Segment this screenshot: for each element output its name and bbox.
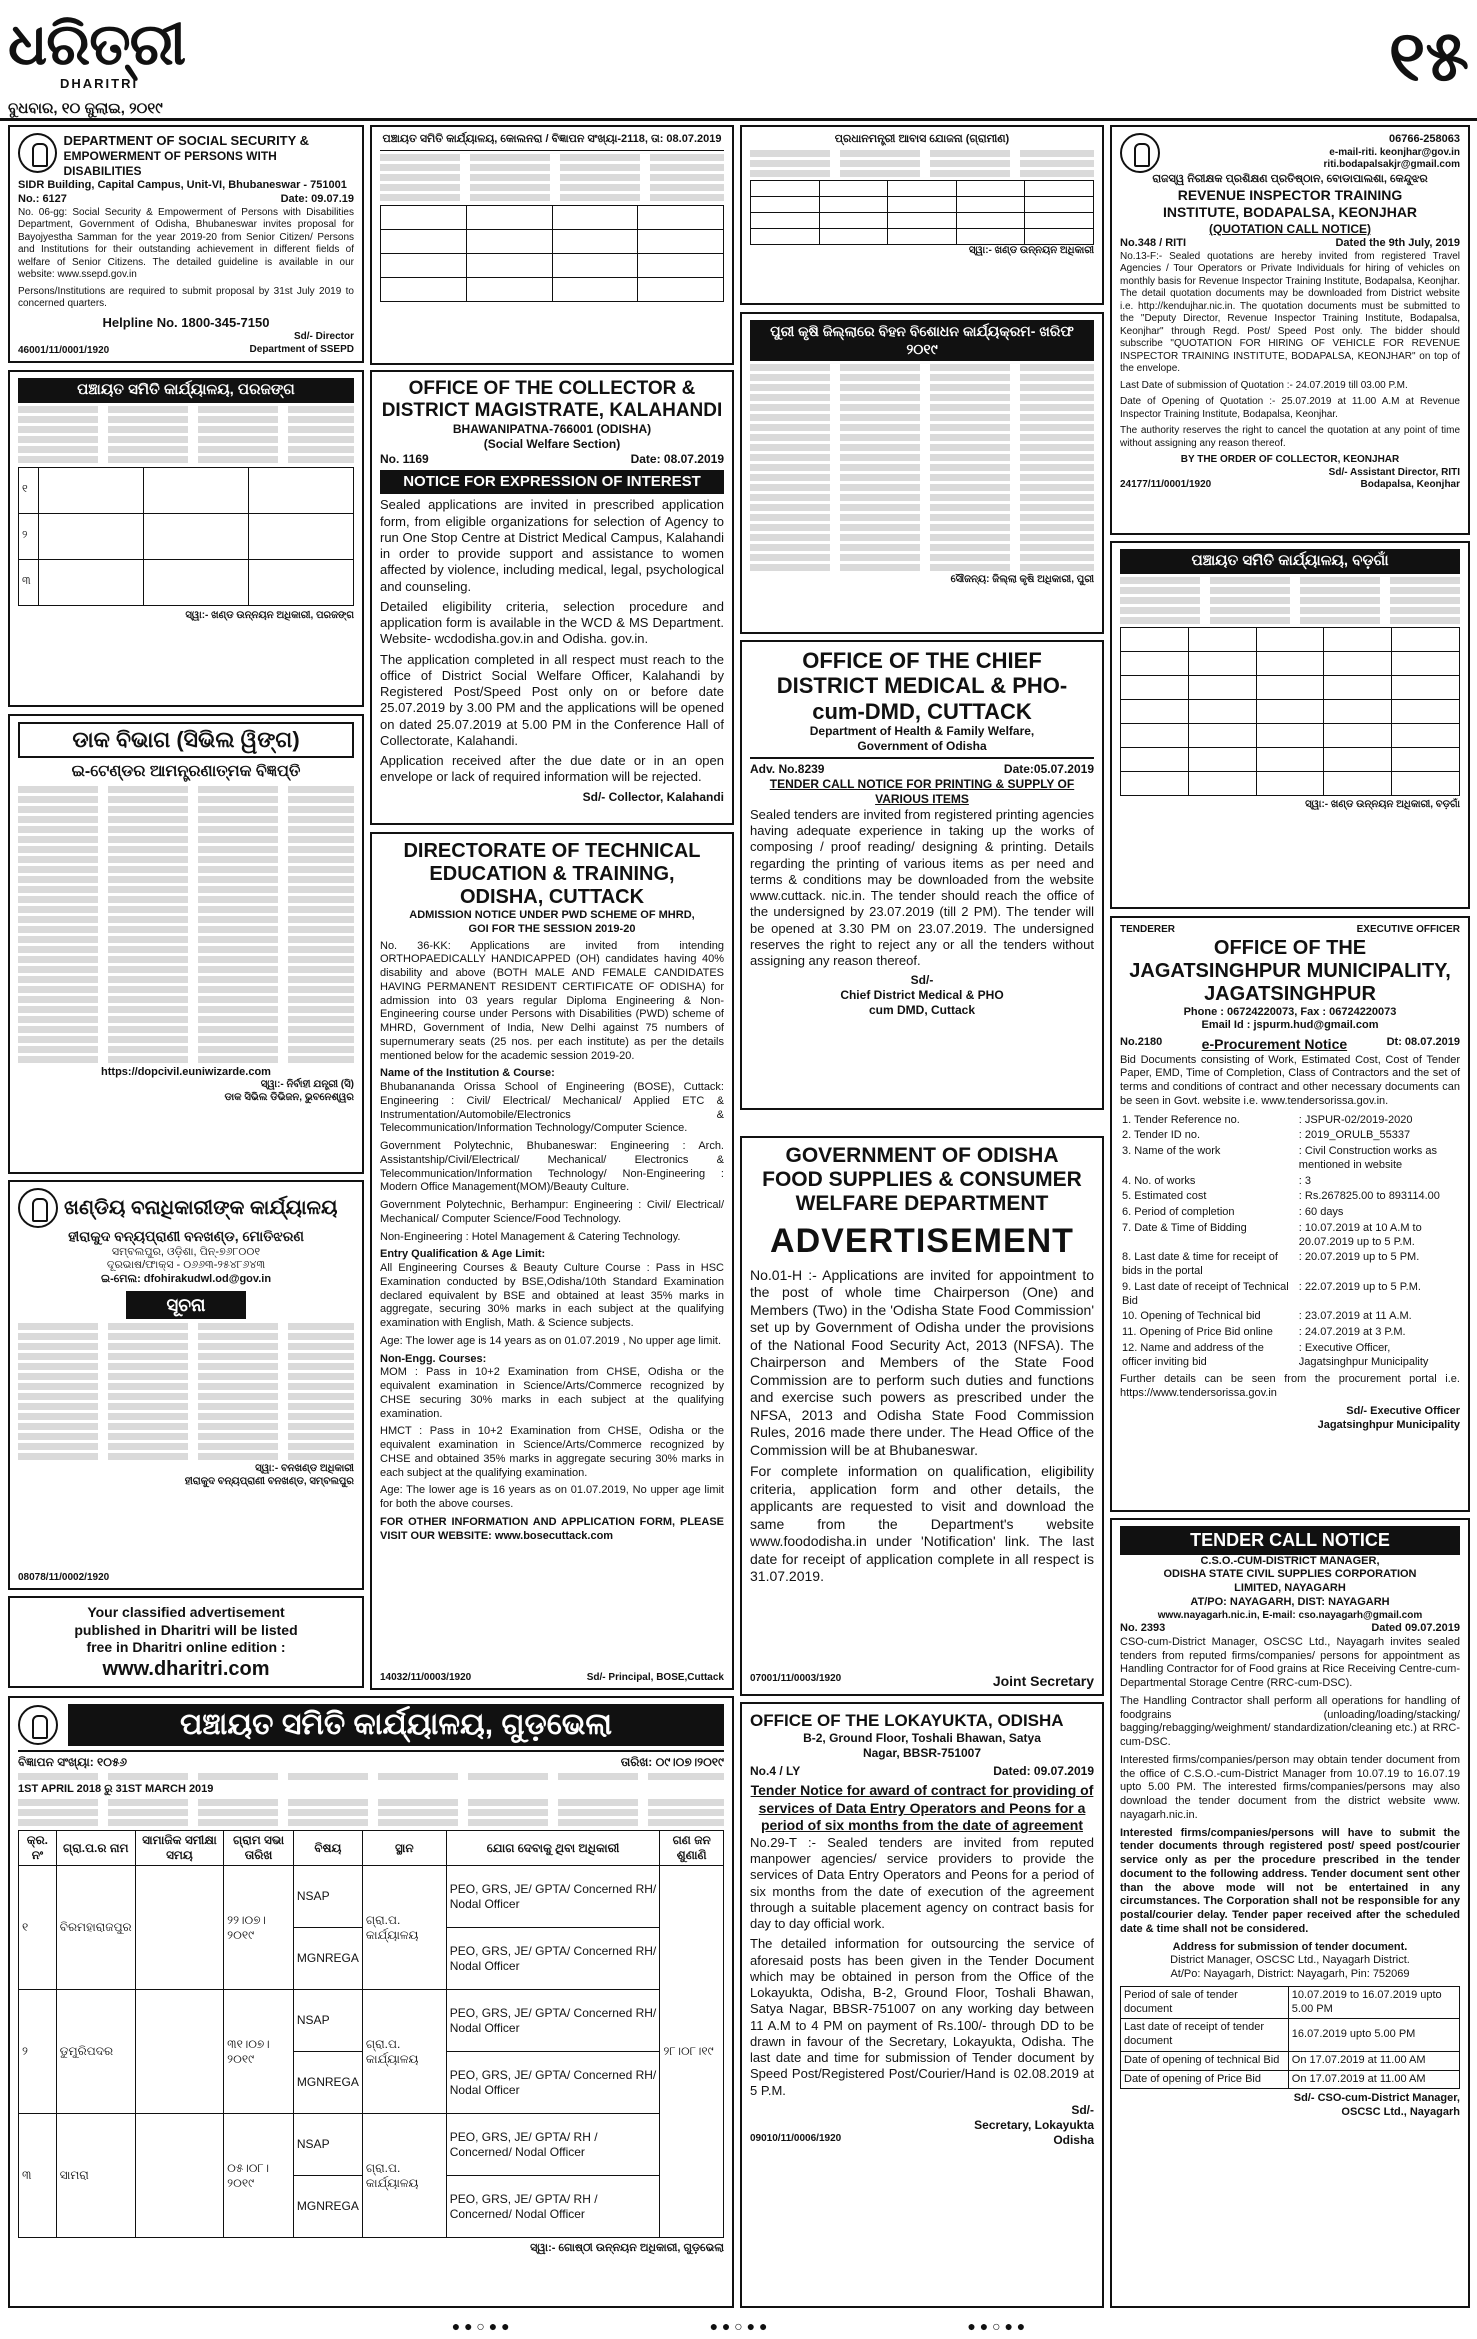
riti-opening: Date of Opening of Quotation :- 25.07.2019 at 11.00 A.M at Revenue Inspector Training Institute, Bodapalsa, Keonjhar. bbox=[1120, 396, 1460, 420]
ad-pmay-notice bbox=[740, 125, 1104, 305]
ad-food-supplies bbox=[740, 1136, 1104, 1696]
lokayukta-addr-1: B-2, Ground Floor, Toshali Bhawan, Satya bbox=[803, 1731, 1041, 1746]
gudvela-subject: MGNREGA bbox=[293, 1928, 362, 1990]
nayagarh-date-value: 16.07.2019 upto 5.00 PM bbox=[1288, 2019, 1459, 2052]
ad-dte-odisha bbox=[370, 832, 734, 1690]
food-title-2: FOOD SUPPLIES & CONSUMER bbox=[762, 1168, 1082, 1192]
gudvela-gp-name: ଡୁମୁରିପଦର bbox=[56, 1990, 135, 2114]
puri-sig: ସୌଜନ୍ୟ: ଜିଲ୍ଲା କୃଷି ଅଧିକାରୀ, ପୁରୀ bbox=[950, 574, 1094, 585]
gudvela-hearing-date: ୨୮।୦୮।୧୯ bbox=[660, 1866, 724, 2238]
nayagarh-h4: AT/PO: NAYAGARH, DIST: NAYAGARH bbox=[1190, 1595, 1390, 1608]
ad-riti-keonjhar bbox=[1110, 125, 1470, 535]
jagat-item-label: 11. Opening of Price Bid online bbox=[1122, 1326, 1273, 1338]
gudvela-table bbox=[18, 1830, 724, 2238]
dte-age-1: Age: The lower age is 14 years as on 01.07.2019 , No upper age limit. bbox=[380, 1334, 722, 1347]
pmay-footer: ସ୍ୱା:- ଖଣ୍ଡ ଉନ୍ନୟନ ଅଧିକାରୀ bbox=[968, 244, 1094, 256]
dte-hmct: HMCT : Pass in 10+2 Examination from CHSE, Odisha or the equivalent examination in Science/Arts/Commerce recognized by CHSE and obtained 35% marks in aggregate securing 30% marks in each subject at the qualifying examination. bbox=[380, 1425, 724, 1479]
gudvela-sig: ସ୍ୱା:- ଗୋଷ୍ଠୀ ଉନ୍ନୟନ ଅଧିକାରୀ, ଗୁଡ଼ଭେଲା bbox=[530, 2242, 724, 2255]
newspaper-logo-sub: DHARITRI bbox=[60, 76, 139, 91]
jagat-item-value: : 20.07.2019 up to 5 PM. bbox=[1298, 1251, 1420, 1264]
dateline: ବୁଧବାର, ୧୦ ଜୁଲାଇ, ୨୦୧୯ bbox=[8, 100, 163, 117]
cdmo-title-3: cum-DMD, CUTTACK bbox=[812, 698, 1032, 724]
dak-subtitle: ଇ-ଟେଣ୍ଡର ଆମନ୍ତ୍ରଣାତ୍ମକ ବିଜ୍ଞପ୍ତି bbox=[71, 762, 301, 780]
jagat-item-value: : 22.07.2019 up to 5 P.M. bbox=[1298, 1280, 1421, 1293]
kalahandi-p4: Application received after the due date or in an open envelope or lack of required information will be rejected. bbox=[380, 753, 724, 785]
gudvela-col-header: କ୍ର. ନଂ bbox=[19, 1831, 57, 1866]
ad-dfo-hirakud bbox=[8, 1180, 364, 1590]
dte-mom: MOM : Pass in 10+2 Examination from CHSE, Odisha or the equivalent examination in Science/Arts/Commerce recognized by CHSE securing 30% marks in each subject at the qualifying examination. bbox=[380, 1366, 724, 1420]
jagat-sig-2: Jagatsinghpur Municipality bbox=[1317, 1418, 1460, 1431]
jagat-item-label: 7. Date & Time of Bidding bbox=[1122, 1221, 1247, 1234]
riti-title-1: REVENUE INSPECTOR TRAINING bbox=[1177, 186, 1403, 203]
dte-subtitle-1: ADMISSION NOTICE UNDER PWD SCHEME OF MHRD, bbox=[409, 909, 695, 921]
pmay-title: ପ୍ରଧାନମନ୍ତ୍ରୀ ଆବାସ ଯୋଜନା (ଗ୍ରାମୀଣ) bbox=[834, 133, 1010, 145]
gudvela-subject: NSAP bbox=[293, 1990, 362, 2052]
nayagarh-date-value: On 17.07.2019 at 11.00 AM bbox=[1288, 2070, 1459, 2089]
ssepd-title-1: DEPARTMENT OF SOCIAL SECURITY & bbox=[63, 133, 310, 148]
gudvela-sabha-date: ୨୨।୦୭।୨୦୧୯ bbox=[224, 1866, 294, 1990]
gudvela-review-period bbox=[135, 1990, 223, 2114]
dfo-subtitle: ହୀରାକୁଦ ବନ୍ୟପ୍ରାଣୀ ବନଖଣ୍ଡ, ମୋତିଝରଣ bbox=[68, 1228, 304, 1244]
dfo-address: ସମ୍ବଲପୁର, ଓଡ଼ିଶା, ପିନ୍-୭୬୮୦୦୧ bbox=[111, 1245, 261, 1258]
cdmo-date: Date:05.07.2019 bbox=[1003, 761, 1094, 776]
classified-line-3: free in Dharitri online edition : bbox=[86, 1639, 286, 1655]
jagat-item-row bbox=[1120, 1113, 1460, 1129]
nayagarh-addr-head: Address for submission of tender document. bbox=[1172, 1940, 1408, 1953]
riti-email: e-mail-riti. keonjhar@gov.in bbox=[1329, 146, 1460, 158]
dfo-ref: 08078/11/0002/1920 bbox=[18, 1571, 110, 1583]
gudvela-officers: PEO, GRS, JE/ GPTA/ RH / Concerned/ Nodal Officer bbox=[446, 2176, 660, 2238]
jagat-email: Email Id : jspurm.hud@gmail.com bbox=[1201, 1019, 1379, 1032]
jagat-item-row bbox=[1120, 1309, 1460, 1325]
riti-subtitle: (QUOTATION CALL NOTICE) bbox=[1209, 221, 1371, 236]
ssepd-body-2: Persons/Institutions are required to submit proposal by 31st July 2019 to concerned quarters. bbox=[18, 285, 354, 310]
dfo-notice-label: ସୂଚନା bbox=[126, 1291, 246, 1320]
nayagarh-addr-1: District Manager, OSCSC Ltd., Nayagarh District. bbox=[1170, 1954, 1410, 1967]
nayagarh-p4: Interested firms/companies/persons will have to submit the tender documents through registered post/ speed post/courier service only as per the procedure prescribed in the tender document to the following address. Tender document sent other than the above mode will not be entertained in any circumstances. The Corporation shall not be responsible for any postal/courier delay. Tender paper received after the scheduled date & time shall not be considered. bbox=[1120, 1826, 1460, 1935]
jagat-body: Bid Documents consisting of Work, Estimated Cost, Cost of Tender Paper, EMD, Time of Completion, Class of Contractors and the set of terms and conditions of contract and other necessary documents can be seen in Govt. website i.e. www.tendersorissa.gov.in. bbox=[1120, 1053, 1460, 1107]
jagat-item-value: : 60 days bbox=[1298, 1206, 1344, 1218]
gudvela-col-header: ସାମାଜିକ ସମୀକ୍ଷା ସମୟ bbox=[135, 1831, 223, 1866]
jagat-item-row bbox=[1120, 1144, 1460, 1174]
gudvela-subject: MGNREGA bbox=[293, 2176, 362, 2238]
dte-elig-1: All Engineering Courses & Beauty Culture Course : Pass in HSC Examination conducted by BSE,Odisha/10th Standard Examination declared equivalent by BSE and obtained at least 35% marks in aggregate, securing 30% marks in each subject at the qualifying examination with English, Math. & Science subjects. bbox=[380, 1262, 724, 1329]
kalahandi-p1: Sealed applications are invited in prescribed application form, from eligible organizations for selection of Agency to run One Stop Centre at District Medical Campus, Kalahandi in order to provide support and assistance to women affected by violence, including medical, legal, psychological and counseling. bbox=[380, 497, 724, 594]
gudvela-gp-name: ବିରମହାରାଜପୁର bbox=[56, 1866, 135, 1990]
kolnara-title: ପଞ୍ଚାୟତ ସମିତି କାର୍ଯ୍ୟାଳୟ, କୋଲନରା / ବିଜ୍ଞାପନ ସଂଖ୍ୟା-2118, ତା: 08.07.2019 bbox=[380, 133, 724, 151]
jagat-items bbox=[1120, 1113, 1460, 1371]
nayagarh-no: No. 2393 bbox=[1120, 1622, 1166, 1634]
kalahandi-p3: The application completed in all respect must reach to the office of District Social Welfare Officer, Kalahandi by Registered Post/Speed Post only on or before date 25.07.2019 by 3.00 PM and the applications will be opened on dated 25.07.2019 at 5.00 PM in the Conference Hall of Collectorate, Kalahandi. bbox=[380, 651, 724, 748]
jagat-item-row bbox=[1120, 1341, 1460, 1371]
jagat-item-label: 4. No. of works bbox=[1122, 1174, 1196, 1187]
nayagarh-h3: LIMITED, NAYAGARH bbox=[1234, 1582, 1346, 1594]
dak-title: ଡାକ ବିଭାଗ (ସିଭିଲ ୱିଙ୍ଗ) bbox=[18, 722, 354, 758]
gudvela-place: ଗ୍ରା.ପ. କାର୍ଯ୍ୟାଳୟ bbox=[362, 1990, 446, 2114]
ssepd-helpline: Helpline No. 1800-345-7150 bbox=[102, 314, 270, 330]
cdmo-sig-1: Sd/- bbox=[910, 973, 934, 988]
riti-no: No.348 / RITI bbox=[1120, 236, 1187, 249]
nayagarh-date-value: On 17.07.2019 at 11.00 AM bbox=[1288, 2051, 1459, 2070]
odisha-emblem-icon bbox=[1120, 133, 1160, 173]
jagat-item-row bbox=[1120, 1325, 1460, 1341]
nayagarh-date-label: Last date of receipt of tender document bbox=[1121, 2019, 1289, 2052]
gudvela-officers: PEO, GRS, JE/ GPTA/ Concerned RH/ Nodal Officer bbox=[446, 1928, 660, 1990]
ssepd-sig-2: Department of SSEPD bbox=[249, 343, 354, 355]
ad-cdmo-cuttack bbox=[740, 640, 1104, 1110]
jagat-further: Further details can be seen from the procurement portal i.e. https://www.tendersorissa.gov.in bbox=[1120, 1373, 1460, 1399]
dte-subtitle-2: GOI FOR THE SESSION 2019-20 bbox=[468, 922, 636, 935]
lokayukta-ref: 09010/11/0006/1920 bbox=[750, 2132, 842, 2144]
paranga-title: ପଞ୍ଚାୟତ ସମିତି କାର୍ଯ୍ୟାଳୟ, ପରଜଙ୍ଗ bbox=[18, 378, 354, 403]
cdmo-dept-1: Department of Health & Family Welfare, bbox=[809, 723, 1035, 738]
gudvela-sabha-date: ୩୧।୦୭।୨୦୧୯ bbox=[224, 1990, 294, 2114]
lokayukta-title: OFFICE OF THE LOKAYUKTA, ODISHA bbox=[750, 1711, 1064, 1730]
kalahandi-p2: Detailed eligibility criteria, selection procedure and application form is available in the WCD & MS Department. Website- wcdodisha.gov.in and Odisha. gov.in. bbox=[380, 598, 724, 647]
nayagarh-date-label: Date of opening of technical Bid bbox=[1121, 2051, 1289, 2070]
gudvela-officers: PEO, GRS, JE/ GPTA/ Concerned RH/ Nodal Officer bbox=[446, 2052, 660, 2114]
dte-elig-head: Entry Qualification & Age Limit: bbox=[380, 1248, 546, 1261]
nayagarh-web: www.nayagarh.nic.in, E-mail: cso.nayagarh@gmail.com bbox=[1157, 1609, 1423, 1621]
gudvela-col-header: ଗଣ ଜନ ଶୁଣାଣି bbox=[660, 1831, 724, 1866]
nayagarh-sig-2: OSCSC Ltd., Nayagarh bbox=[1341, 2106, 1460, 2118]
jagat-item-row bbox=[1120, 1280, 1460, 1310]
ad-bargarh bbox=[1110, 541, 1470, 909]
dte-inst-1: Bhubanananda Orissa School of Engineering (BOSE), Cuttack: Engineering : Civil/ Electrical/ Mechanical/ Applied ETC & Instrumentation/Automobile/Electronics & Telecommunication/Information Technology/Computer Science. bbox=[380, 1081, 724, 1135]
dte-age-2: Age: The lower age is 16 years as on 01.07.2019, No upper age limit for both the above courses. bbox=[380, 1484, 724, 1510]
dfo-phone: ଦୂରଭାଷ/ଫାକ୍ସ - ୦୬୬୩-୨୫୪୮୬୪୩ bbox=[106, 1259, 266, 1272]
dfo-email: ଇ-ମେଲ: dfohirakudwl.od@gov.in bbox=[100, 1273, 272, 1285]
gudvela-gp-name: ସାମରା bbox=[56, 2114, 135, 2238]
gudvela-col-header: ବିଷୟ bbox=[293, 1831, 362, 1866]
cdmo-sig-3: cum DMD, Cuttack bbox=[868, 1003, 975, 1018]
nayagarh-addr-2: At/Po: Nayagarh, District: Nayagarh, Pin: 752069 bbox=[1170, 1968, 1410, 1980]
dte-title-3: ODISHA, CUTTACK bbox=[459, 886, 645, 908]
jagat-item-value: : JSPUR-02/2019-2020 bbox=[1298, 1113, 1413, 1126]
food-advertisement: ADVERTISEMENT bbox=[770, 1222, 1074, 1261]
classified-line-2: published in Dharitri will be listed bbox=[74, 1621, 298, 1638]
riti-authority: The authority reserves the right to cancel the quotation at any point of time without assigning any reason thereof. bbox=[1120, 425, 1460, 449]
lokayukta-sig-1: Sd/- bbox=[1071, 2102, 1094, 2117]
dte-inst-2: Government Polytechnic, Bhubaneswar: Engineering : Arch. Assistantship/Civil/Electrical/ Mechanical/ Electronics & Telecommunication/Information Technology/ Non-Engineering : Modern Office Management(MOM)/Beauty Culture. bbox=[380, 1140, 724, 1194]
dte-inst-head: Name of the Institution & Course: bbox=[380, 1067, 555, 1080]
cdmo-body: Sealed tenders are invited from registered printing agencies having adequate experience in taking up the works of composing / proof reading/ designing & printing. Details regarding the printing of various items as per need and terms & conditions may be downloaded from the website www.cuttack. nic.in. The tender should reach the office of the undersigned by 23.07.2019 (till 2 PM). The tender will be opened at 3.30 PM on 23.07.2019. The undersigned reserves the right to reject any or all the tenders without assigning any reason thereof. bbox=[750, 806, 1094, 969]
jagat-item-label: 10. Opening of Technical bid bbox=[1122, 1310, 1261, 1323]
riti-email-2: riti.bodapalsakjr@gmail.com bbox=[1323, 159, 1460, 171]
paranga-sig: ସ୍ୱା:- ଖଣ୍ଡ ଉନ୍ନୟନ ଅଧିକାରୀ, ପରଜଙ୍ଗ bbox=[185, 609, 354, 621]
page-number: ୧୫ bbox=[1388, 14, 1469, 97]
kalahandi-date: Date: 08.07.2019 bbox=[630, 451, 724, 466]
masthead-rule bbox=[0, 118, 1477, 121]
jagat-item-label: 2. Tender ID no. bbox=[1122, 1129, 1201, 1142]
gudvela-officers: PEO, GRS, JE/ GPTA/ Concerned RH/ Nodal Officer bbox=[446, 1866, 660, 1928]
cdmo-title-1: OFFICE OF THE CHIEF bbox=[802, 648, 1042, 673]
jagat-item-label: 1. Tender Reference no. bbox=[1122, 1113, 1240, 1126]
gudvela-officers: PEO, GRS, JE/ GPTA/ RH / Concerned/ Nodal Officer bbox=[446, 2114, 660, 2176]
food-title-3: WELFARE DEPARTMENT bbox=[795, 1192, 1049, 1216]
kalahandi-sig: Sd/- Collector, Kalahandi bbox=[582, 789, 724, 804]
lokayukta-addr-2: Nagar, BBSR-751007 bbox=[862, 1746, 982, 1761]
jagat-no: No.2180 bbox=[1120, 1036, 1163, 1048]
nayagarh-dates-table bbox=[1120, 1986, 1460, 2090]
riti-sig-2: Bodapalsa, Keonjhar bbox=[1360, 479, 1460, 490]
nayagarh-p3: Interested firms/companies/person may obtain tender document from the office of C.S.O.-cum-District Manager from 10.07.19 to 16.07.19 upto 5.00 PM. The interested firms/companies/persons may also download the tender document from the district website www. nayagarh.nic.in. bbox=[1120, 1753, 1460, 1821]
riti-last: Last Date of submission of Quotation :- 24.07.2019 till 03.00 P.M. bbox=[1120, 379, 1408, 391]
jagat-title-1: OFFICE OF THE bbox=[1213, 936, 1367, 959]
newspaper-logo: ଧରିତ୍ରୀ bbox=[8, 10, 186, 78]
nayagarh-date-value: 10.07.2019 to 16.07.2019 upto 5.00 PM bbox=[1288, 1986, 1459, 2019]
jagat-item-row bbox=[1120, 1205, 1460, 1221]
riti-phone: 06766-258063 bbox=[1389, 133, 1460, 145]
riti-body: No.13-F:- Sealed quotations are hereby invited from registered Travel Agencies / Tour Operators or Private Individuals for hiring of vehicles on monthly basis for Revenue Inspector Training Institute, Bodapalsa, Keonjhar. The detail quotation documents may be downloaded from District website i.e. http://kendujhar.nic.in. The quotation documents must be submitted to the "Deputy Director, Revenue Inspector Training Institute, Bodapalsa, Keonjhar" through Regd. Post/ Speed Post only. The bidder should subscribe "QUOTATION FOR HIRING OF VEHICLE FOR REVENUE INSPECTOR TRAINING INSTITUTE, BODAPALSA, KEONJHAR" on top of the envelope. bbox=[1120, 250, 1460, 374]
bargarh-table bbox=[1120, 627, 1460, 796]
nayagarh-p2: The Handling Contractor shall perform all operations for handling of foodgrains (unloading/loading/stacking/ bagging/rebagging/weighment/ standardization/cleaning etc.) at RRC-cum-DSC. bbox=[1120, 1694, 1460, 1748]
odisha-emblem-icon bbox=[18, 1705, 58, 1745]
ad-ssepd bbox=[8, 125, 364, 363]
odisha-emblem-icon bbox=[18, 133, 57, 173]
nayagarh-p1: CSO-cum-District Manager, OSCSC Ltd., Nayagarh invites sealed tenders from reputed firms/companies/ persons for appointment as Handling Contractor for of Food grains at Rice Receiving Centre-cum-Departmental Storage Centre (RRC-cum-DSC). bbox=[1120, 1635, 1460, 1689]
gudvela-col-header: ଗ୍ରାମ ସଭା ତାରିଖ bbox=[224, 1831, 294, 1866]
nayagarh-date-row bbox=[1121, 1986, 1460, 2019]
jagat-item-row bbox=[1120, 1174, 1460, 1190]
gudvela-table-row bbox=[19, 1990, 724, 2052]
jagat-item-row bbox=[1120, 1189, 1460, 1205]
cdmo-dept-2: Government of Odisha bbox=[750, 739, 1094, 759]
kolnara-table bbox=[380, 205, 724, 302]
jagat-title-3: JAGATSINGHPUR bbox=[1204, 982, 1376, 1005]
jagat-item-label: 6. Period of completion bbox=[1122, 1206, 1235, 1218]
ad-kalahandi-collector bbox=[370, 370, 734, 825]
classified-url[interactable]: www.dharitri.com bbox=[102, 1657, 270, 1680]
nayagarh-date-label: Period of sale of tender document bbox=[1121, 1986, 1289, 2019]
riti-date: Dated the 9th July, 2019 bbox=[1335, 236, 1460, 249]
food-p2: For complete information on qualification, eligibility criteria, application form and other details, the applicants are requested to visit and download the same from the Department's website www.foododisha.in under 'Notification' link. The last date for receipt of application complete in all respect is 31.07.2019. bbox=[750, 1463, 1094, 1585]
riti-title-2: INSTITUTE, BODAPALSA, KEONJHAR bbox=[1162, 204, 1418, 221]
nayagarh-h1: C.S.O.-CUM-DISTRICT MANAGER, bbox=[1200, 1554, 1380, 1567]
lokayukta-sig-2: Secretary, Lokayukta bbox=[974, 2117, 1094, 2132]
gudvela-review-period bbox=[135, 1866, 223, 1990]
gudvela-col-header: ସ୍ଥାନ bbox=[362, 1831, 446, 1866]
gudvela-subject: MGNREGA bbox=[293, 2052, 362, 2114]
odisha-emblem-icon bbox=[18, 1188, 58, 1228]
jagat-date: Dt: 08.07.2019 bbox=[1386, 1036, 1460, 1048]
dte-title-1: DIRECTORATE OF TECHNICAL bbox=[403, 840, 701, 862]
ssepd-ref: 46001/11/0001/1920 bbox=[18, 344, 110, 356]
gudvela-place: ଗ୍ରା.ପ. କାର୍ଯ୍ୟାଳୟ bbox=[362, 2114, 446, 2238]
jagat-heading: e-Procurement Notice bbox=[1201, 1036, 1348, 1052]
dak-sig-1: ସ୍ୱା:- ନିର୍ବାହୀ ଯନ୍ତ୍ରୀ (ସି) bbox=[260, 1079, 354, 1091]
dfo-sig-2: ହୀରାକୁଦ ବନ୍ୟପ୍ରାଣୀ ବନଖଣ୍ଡ, ସମ୍ବଲପୁର bbox=[184, 1475, 354, 1487]
ssepd-date: Date: 09.07.19 bbox=[280, 193, 354, 205]
pmay-table bbox=[750, 180, 1094, 245]
nayagarh-date-row bbox=[1121, 2019, 1460, 2052]
ssepd-title-2: EMPOWERMENT OF PERSONS WITH DISABILITIES bbox=[63, 149, 277, 179]
dak-sig-2: ଡାକ ସିଭିଲ ଡିଭିଜନ, ଭୁବନେଶ୍ୱର bbox=[224, 1091, 354, 1103]
jagat-item-value: : 3 bbox=[1298, 1174, 1312, 1187]
riti-ref: 24177/11/0001/1920 bbox=[1120, 479, 1212, 490]
jagat-item-row bbox=[1120, 1221, 1460, 1251]
puri-title: ପୁରୀ କୃଷି ଜିଲ୍ଲାରେ ବିହନ ବିଶୋଧନ କାର୍ଯ୍ୟକ୍ରମ- ଖରିଫ ୨୦୧୯ bbox=[750, 320, 1094, 361]
ad-jagatsinghpur-municipality bbox=[1110, 916, 1470, 1512]
gudvela-sl: ୩ bbox=[19, 2114, 57, 2238]
gudvela-sl: ୧ bbox=[19, 1866, 57, 1990]
kalahandi-address: BHAWANIPATNA-766001 (ODISHA) bbox=[452, 421, 652, 436]
nayagarh-sig-1: Sd/- CSO-cum-District Manager, bbox=[1293, 2092, 1460, 2105]
nayagarh-date: Dated 09.07.2019 bbox=[1371, 1622, 1460, 1634]
nayagarh-bar: TENDER CALL NOTICE bbox=[1120, 1526, 1460, 1555]
dfo-title: ଖଣ୍ଡିୟ ବନାଧିକାରୀଙ୍କ କାର୍ଯ୍ୟାଳୟ bbox=[64, 1196, 338, 1219]
jagat-phone: Phone : 06724220073, Fax : 06724220073 bbox=[1183, 1005, 1397, 1018]
jagat-item-label: 8. Last date & time for receipt of bids in the portal bbox=[1122, 1251, 1278, 1277]
paranga-table: ୧ ୨ ୩ bbox=[18, 467, 354, 606]
dte-noneng: Non-Engg. Courses: bbox=[380, 1352, 487, 1365]
ad-nayagarh-tender bbox=[1110, 1518, 1470, 2308]
nayagarh-date-label: Date of opening of Price Bid bbox=[1121, 2070, 1289, 2089]
nayagarh-h2: ODISHA STATE CIVIL SUPPLIES CORPORATION bbox=[1163, 1568, 1417, 1581]
cdmo-sig-2: Chief District Medical & PHO bbox=[840, 988, 1004, 1003]
gudvela-date: ତାରିଖ: ୦୯।୦୭।୨୦୧୯ bbox=[620, 1754, 724, 1769]
jagat-item-value: : Executive Officer, Jagatsinghpur Municipality bbox=[1298, 1341, 1429, 1368]
jagat-item-value: : Civil Construction works as mentioned in website bbox=[1298, 1145, 1437, 1171]
dte-title-2: EDUCATION & TRAINING, bbox=[429, 863, 675, 885]
gudvela-sabha-date: ୦୫।୦୮।୨୦୧୯ bbox=[224, 2114, 294, 2238]
jagat-item-label: 5. Estimated cost bbox=[1122, 1190, 1207, 1203]
gudvela-officers: PEO, GRS, JE/ GPTA/ Concerned RH/ Nodal Officer bbox=[446, 1990, 660, 2052]
dte-sig: Sd/- Principal, BOSE,Cuttack bbox=[586, 1671, 724, 1683]
lokayukta-sig-3: Odisha bbox=[1053, 2132, 1094, 2147]
jagat-exec: EXECUTIVE OFFICER bbox=[1356, 924, 1460, 935]
ad-dak-vibhag bbox=[8, 714, 364, 1174]
gudvela-adno: ବିଜ୍ଞାପନ ସଂଖ୍ୟା: ୧୦୫୬ bbox=[18, 1754, 128, 1769]
gudvela-col-header: ଯୋଗ ଦେବାକୁ ଥିବା ଅଧିକାରୀ bbox=[446, 1831, 660, 1866]
gudvela-table-row bbox=[19, 2114, 724, 2176]
jagat-item-value: : Rs.267825.00 to 893114.00 bbox=[1298, 1190, 1440, 1203]
lokayukta-p2: The detailed information for outsourcing the service of aforesaid posts has been given in the Tender Document which may be obtained in person from the Office of the Lokayukta, Odisha, B-2, Ground Floor, Toshali Bhawan, Satya Nagar, BBSR-751007 on any working day between 11 A.M to 4 PM on payment of Rs.100/- through DD to be drawn in favour of the Secretary, Lokayukta, Odisha. The last date and time for submission of Tender document by Speed Post/Registered Post/Courier/Hand is 02.08.2019 at 5 P.M. bbox=[750, 1936, 1094, 2098]
kalahandi-bar: NOTICE FOR EXPRESSION OF INTEREST bbox=[380, 470, 724, 495]
ad-puri-agriculture bbox=[740, 312, 1104, 634]
food-ref: 07001/11/0003/1920 bbox=[750, 1672, 842, 1684]
jagat-item-label: 9. Last date of receipt of Technical Bid bbox=[1122, 1280, 1289, 1307]
jagat-item-value: : 24.07.2019 at 3 P.M. bbox=[1298, 1326, 1406, 1338]
kalahandi-title-1: OFFICE OF THE COLLECTOR & bbox=[408, 378, 696, 399]
dfo-sig-1: ସ୍ୱା:- ବନଖଣ୍ଡ ଅଧିକାରୀ bbox=[255, 1463, 354, 1475]
kalahandi-no: No. 1169 bbox=[380, 451, 429, 466]
riti-order: BY THE ORDER OF COLLECTOR, KEONJHAR bbox=[1180, 454, 1400, 465]
jagat-sig-1: Sd/- Executive Officer bbox=[1346, 1404, 1460, 1417]
jagat-tenderer: TENDERER bbox=[1120, 924, 1176, 935]
jagat-item-row bbox=[1120, 1128, 1460, 1144]
food-sig: Joint Secretary bbox=[992, 1672, 1094, 1689]
dte-ref: 14032/11/0003/1920 bbox=[380, 1671, 472, 1683]
jagat-item-value: : 10.07.2019 at 10 A.M to 20.07.2019 up to 5 P.M. bbox=[1298, 1221, 1422, 1248]
ssepd-body: No. 06-gg: Social Security & Empowerment of Persons with Disabilities Department, Government of Odisha, Bhubaneswar invites proposal for Bayojyestha Samman for the year 2019-20 from Senior Citizen/ Persons and Institutions for their outstanding achievement in different fields of welfare of Senior Citizens. The detailed guideline is available in our website: www.ssepd.gov.in bbox=[18, 206, 354, 281]
food-p1: No.01-H :- Applications are invited for appointment to the post of whole time Chairperson (One) and Members (Two) in the 'Odisha State Food Commission' set up by Government of Odisha under the provisions of the National Food Security Act, 2013 (NFSA). The Chairperson and Members of the State Food Commission are to perform such duties and functions and exercise such powers as prescribed under the NFSA, 2013 and Odisha State Food Commission Rules, 2016 made there under. The Head Office of the Commission will be at Bhubaneswar. bbox=[750, 1266, 1094, 1458]
dte-inst-4: Non-Engineering : Hotel Management & Catering Technology. bbox=[380, 1230, 681, 1243]
gudvela-subject: NSAP bbox=[293, 2114, 362, 2176]
lokayukta-date: Dated: 09.07.2019 bbox=[993, 1764, 1094, 1779]
gudvela-subject: NSAP bbox=[293, 1866, 362, 1928]
classified-line-1: Your classified advertisement bbox=[87, 1604, 285, 1620]
jagat-item-label: 12. Name and address of the officer inviting bid bbox=[1122, 1341, 1264, 1368]
cdmo-title-2: DISTRICT MEDICAL & PHO- bbox=[776, 673, 1068, 699]
gudvela-table-row bbox=[19, 1866, 724, 1928]
lokayukta-p1: No.29-T :- Sealed tenders are invited from reputed manpower agencies/ service providers to provide the services of Data Entry Operators and Peons for a period of six months from the date of execution of the agreement through a suitable placement agency on contract basis for day to day official work. bbox=[750, 1834, 1094, 1931]
dak-url[interactable]: https://dopcivil.euniwizarde.com bbox=[101, 1065, 271, 1078]
jagat-item-row bbox=[1120, 1250, 1460, 1280]
gudvela-col-header: ଗ୍ରା.ପ.ର ନାମ bbox=[56, 1831, 135, 1866]
ssepd-sig-1: Sd/- Director bbox=[293, 331, 354, 342]
cdmo-adv: Adv. No.8239 bbox=[750, 761, 825, 776]
nayagarh-date-row bbox=[1121, 2070, 1460, 2089]
lokayukta-heading: Tender Notice for award of contract for providing of services of Data Entry Operators and Peons for a period of six months from the date of agreement bbox=[750, 1782, 1094, 1834]
jagat-item-label: 3. Name of the work bbox=[1122, 1145, 1221, 1157]
food-title-1: GOVERNMENT OF ODISHA bbox=[785, 1144, 1059, 1167]
ad-paranga bbox=[8, 370, 364, 707]
ad-kolnara bbox=[370, 125, 734, 365]
riti-sig-1: Sd/- Assistant Director, RITI bbox=[1328, 466, 1460, 478]
page-footer-decoration: ● ● ○ ● ● ● ● ○ ● ● ● ● ○ ● ● bbox=[451, 2317, 1026, 2334]
bargarh-title: ପଞ୍ଚାୟତ ସମିତି କାର୍ଯ୍ୟାଳୟ, ବଡ଼ଗାଁ bbox=[1120, 549, 1460, 574]
ssepd-no: No.: 6127 bbox=[18, 193, 67, 205]
cdmo-heading: TENDER CALL NOTICE FOR PRINTING & SUPPLY OF VARIOUS ITEMS bbox=[769, 776, 1075, 806]
kalahandi-section: (Social Welfare Section) bbox=[483, 436, 621, 451]
nayagarh-date-row bbox=[1121, 2051, 1460, 2070]
gudvela-intro-period: 1ST APRIL 2018 ରୁ 31ST MARCH 2019 bbox=[18, 1782, 214, 1795]
dte-body: No. 36-KK: Applications are invited from intending ORTHOPAEDICALLY HANDICAPPED (OH) candidates having 40% disability and above (BOTH MALE AND FEMALE CANDIDATES HAVING PERMANENT RESIDENT CERTIFICATE OF ODISHA) for admission into 03 years regular Diploma Engineering & Non-Engineering course under Persons with Disabilities (PWD) scheme of MHRD, Government of India, New Delhi against 75 numbers of supernumerary seats (25 nos. per each institute) as per the details mentioned below for the academic session 2019-20. bbox=[380, 939, 724, 1062]
ad-classified-promo bbox=[8, 1596, 364, 1688]
lokayukta-no: No.4 / LY bbox=[750, 1764, 801, 1779]
gudvela-sl: ୨ bbox=[19, 1990, 57, 2114]
kalahandi-title-2: DISTRICT MAGISTRATE, KALAHANDI bbox=[381, 399, 723, 421]
riti-title-or: ରାଜସ୍ୱ ନିରୀକ୍ଷକ ପ୍ରଶିକ୍ଷଣ ପ୍ରତିଷ୍ଠାନ, ବୋଡାପାଲଶା, କେନ୍ଦୁଝର bbox=[1152, 173, 1428, 185]
ad-lokayukta bbox=[740, 1702, 1104, 2308]
ad-gudvela bbox=[8, 1696, 734, 2308]
bargarh-sig: ସ୍ୱା:- ଖଣ୍ଡ ଉନ୍ନୟନ ଅଧିକାରୀ, ବଡ଼ଗାଁ bbox=[1305, 798, 1460, 810]
gudvela-title: ପଞ୍ଚାୟତ ସମିତି କାର୍ଯ୍ୟାଳୟ, ଗୁଡ଼ଭେଲା bbox=[68, 1704, 724, 1746]
dte-inst-3: Government Polytechnic, Berhampur: Engineering : Civil/ Electrical/ Mechanical/ Computer Science/Food Technology. bbox=[380, 1199, 724, 1225]
ssepd-address: SIDR Building, Capital Campus, Unit-VI, Bhubaneswar - 751001 bbox=[18, 179, 347, 192]
gudvela-place: ଗ୍ରା.ପ. କାର୍ଯ୍ୟାଳୟ bbox=[362, 1866, 446, 1990]
jagat-item-value: : 2019_ORULB_55337 bbox=[1298, 1129, 1411, 1142]
masthead bbox=[0, 0, 1477, 120]
dte-website: FOR OTHER INFORMATION AND APPLICATION FORM, PLEASE VISIT OUR WEBSITE: www.bosecuttack.com bbox=[380, 1515, 724, 1542]
jagat-title-2: JAGATSINGHPUR MUNICIPALITY, bbox=[1129, 959, 1451, 982]
jagat-item-value: : 23.07.2019 at 11 A.M. bbox=[1298, 1310, 1412, 1323]
gudvela-review-period bbox=[135, 2114, 223, 2238]
